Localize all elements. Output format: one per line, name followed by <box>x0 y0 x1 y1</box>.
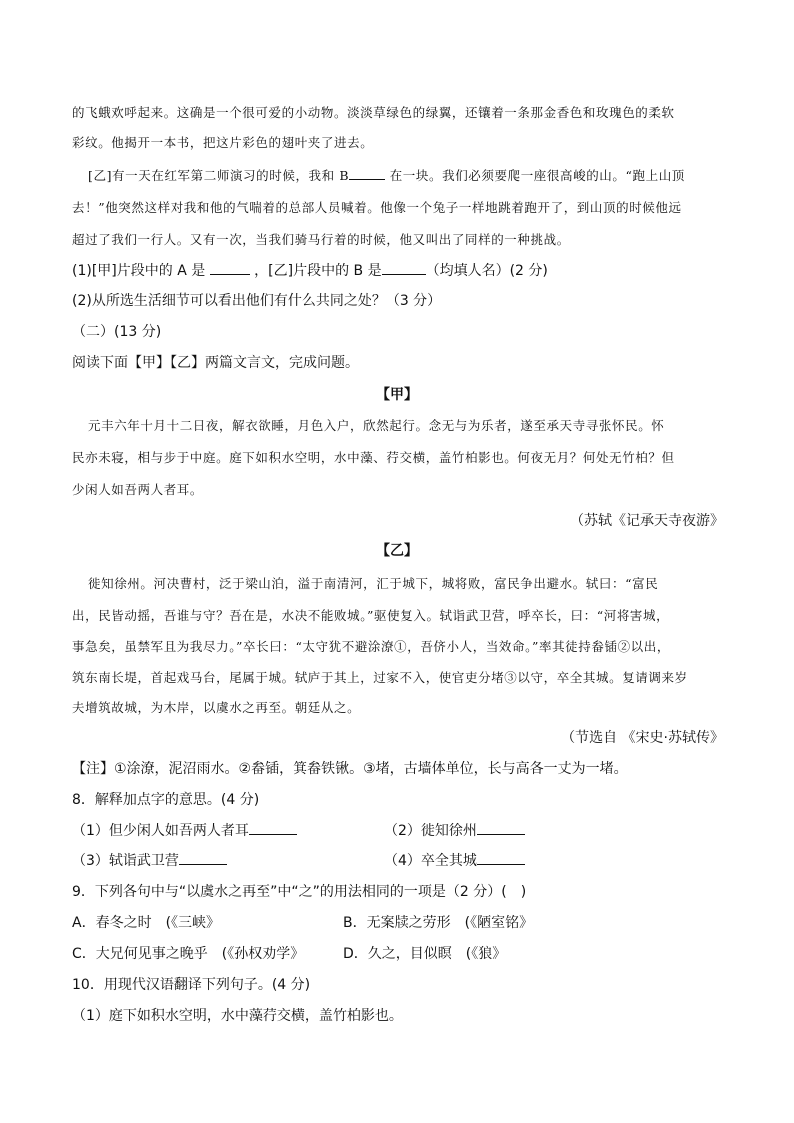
question-text: （2）徙知徐州 <box>384 823 477 839</box>
question-8-item <box>384 850 525 870</box>
passage-line: 彩纹。他揭开一本书，把这片彩色的翅叶夹了进去。 <box>72 135 374 150</box>
question-text: （3）轼诣武卫营 <box>72 853 179 869</box>
passage-line <box>88 166 685 184</box>
classical-line: 出，民皆动摇，吾谁与守？吾在是，水决不能败城。”驱使复入。轼诣武卫营，呼卒长，曰：“河将害城， <box>72 608 670 623</box>
section-heading: （二）(13 分) <box>72 324 162 340</box>
answer-blank[interactable] <box>477 822 525 835</box>
answer-blank[interactable] <box>179 852 227 865</box>
answer-blank[interactable] <box>249 822 297 835</box>
question-2: (2)从所选生活细节可以看出他们有什么共同之处？（3 分） <box>72 293 442 309</box>
question-text: （1）但少闲人如吾两人者耳 <box>72 823 249 839</box>
passage-line: 去！”他突然这样对我和他的气喘着的总部人员喊着。他像一个兔子一样地跳着跑开了，到山顶的时候他远 <box>72 200 682 215</box>
question-text: （4）卒全其城 <box>384 853 477 869</box>
passage-line: 超过了我们一行人。又有一次，当我们骑马行着的时候，他又叫出了同样的一种挑战。 <box>72 232 570 247</box>
classical-line: 筑东南长堤，首起戏马台，尾属于城。轼庐于其上，过家不入，使官吏分堵③以守，卒全其城。复请调来岁 <box>72 670 688 685</box>
question-text: （均填人名）(2 分) <box>425 263 548 279</box>
answer-blank[interactable] <box>210 262 250 275</box>
option-a[interactable]: A．春冬之时 (《三峡》 <box>72 915 221 931</box>
question-10-item: （1）庭下如积水空明，水中藻荇交横，盖竹柏影也。 <box>72 1008 403 1024</box>
question-1 <box>72 260 548 280</box>
classical-line: 夫增筑故城，为木岸，以虞水之再至。朝廷从之。 <box>72 700 361 715</box>
classical-line: 事急矣，虽禁军且为我尽力。”卒长曰：“太守犹不避涂潦①，吾侪小人，当效命。”率其徒持畚锸②以出， <box>72 639 670 654</box>
question-8-item <box>72 820 297 840</box>
question-9-title: 9．下列各句中与“以虞水之再至”中“之”的用法相同的一项是（2 分）( ) <box>72 884 527 900</box>
question-text: ，[乙]片段中的 B 是 <box>254 263 382 279</box>
answer-blank[interactable] <box>349 167 385 180</box>
passage-heading-yi: 【乙】 <box>376 543 418 559</box>
classical-line: 少闲人如吾两人者耳。 <box>72 482 204 497</box>
option-c[interactable]: C．大兄何见事之晚乎 (《孙权劝学》 <box>72 946 305 962</box>
option-d[interactable]: D．久之，目似瞑 (《狼》 <box>343 946 507 962</box>
classical-line: 民亦未寝，相与步于中庭。庭下如积水空明，水中藻、荇交横，盖竹柏影也。何夜无月？何处无竹柏？但 <box>72 450 675 465</box>
passage-line: 的飞蛾欢呼起来。这确是一个很可爱的小动物。淡淡草绿色的绿翼，还镶着一条那金香色和玫瑰色的柔软 <box>72 105 675 120</box>
source-citation: （节选自 《宋史·苏轼传》 <box>561 730 724 746</box>
question-8-item <box>72 850 227 870</box>
option-b[interactable]: B．无案牍之劳形 (《陋室铭》 <box>343 915 534 931</box>
passage-text: [乙]有一天在红军第二师演习的时候，我和 B <box>88 168 350 183</box>
question-10-title: 10．用现代汉语翻译下列句子。(4 分) <box>72 977 311 993</box>
passage-text: 在一块。我们必须要爬一座很高峻的山。“跑上山顶 <box>389 168 685 183</box>
question-8-item <box>384 820 525 840</box>
instruction: 阅读下面【甲】【乙】两篇文言文，完成问题。 <box>72 355 359 371</box>
classical-line: 元丰六年十月十二日夜，解衣欲睡，月色入户，欣然起行。念无与为乐者，遂至承天寺寻张怀民。怀 <box>88 418 665 433</box>
question-text: (1)[甲]片段中的 A 是 <box>72 263 206 279</box>
answer-blank[interactable] <box>477 852 525 865</box>
answer-blank[interactable] <box>382 262 426 275</box>
annotation-notes: 【注】①涂潦，泥沼雨水。②畚锸，箕畚铁锹。③堵，古墙体单位，长与高各一丈为一堵。 <box>72 761 628 777</box>
passage-heading-jia: 【甲】 <box>376 387 418 403</box>
classical-line: 徙知徐州。河决曹村，泛于梁山泊，溢于南清河，汇于城下，城将败，富民争出避水。轼曰：“富民 <box>88 576 659 591</box>
question-8-title: 8．解释加点字的意思。(4 分) <box>72 792 260 808</box>
source-citation: （苏轼《记承天寺夜游》 <box>570 513 724 529</box>
